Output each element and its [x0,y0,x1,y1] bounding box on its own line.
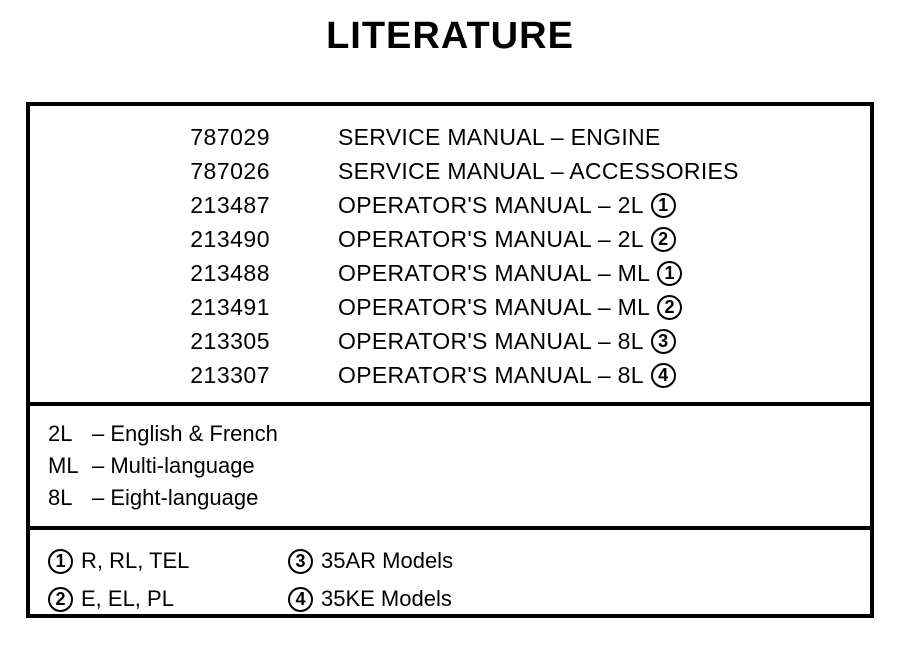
footnote-marker-icon: 2 [651,227,676,252]
language-key-section [30,402,870,526]
footnote-marker-icon: 4 [651,363,676,388]
part-description [270,226,676,253]
description-text: OPERATOR'S MANUAL – 8L [338,361,644,388]
footnote-text: 35KE Models [321,586,452,611]
description-text: OPERATOR'S MANUAL – ML [338,259,651,286]
language-description: – English & French [92,421,278,446]
footnote-marker-icon: 3 [651,329,676,354]
part-description [270,124,661,151]
list-item [48,418,870,450]
language-description: – Multi-language [92,453,255,478]
footnote-marker-icon: 1 [48,549,73,574]
table-row [30,358,870,392]
footnote-marker-icon: 3 [288,549,313,574]
part-number: 213305 [190,327,270,354]
footnotes-section [30,526,870,628]
description-text: SERVICE MANUAL – ENGINE [338,123,661,150]
part-number: 213307 [190,361,270,388]
list-item [48,542,870,580]
description-text: SERVICE MANUAL – ACCESSORIES [338,157,739,184]
description-text: OPERATOR'S MANUAL – 8L [338,327,644,354]
footnote-marker-icon: 2 [657,295,682,320]
footnote-entry [288,548,453,574]
table-row [30,188,870,222]
footnote-marker-icon: 1 [651,193,676,218]
footnote-entry [48,548,288,574]
part-description [270,328,676,355]
language-code: ML [48,453,79,478]
part-description [270,260,682,287]
table-row [30,290,870,324]
language-code: 2L [48,421,73,446]
part-description [270,192,676,219]
table-row [30,120,870,154]
page-title: LITERATURE [326,15,574,57]
part-description [270,158,739,185]
footnote-text: R, RL, TEL [81,548,190,573]
literature-table [26,102,874,618]
part-number: 787026 [190,157,270,184]
list-item [48,450,870,482]
description-text: OPERATOR'S MANUAL – 2L [338,191,644,218]
part-number: 213487 [190,191,270,218]
footnote-marker-icon: 2 [48,587,73,612]
table-row [30,324,870,358]
list-item [48,482,870,514]
footnote-text: E, EL, PL [81,586,174,611]
table-row [30,222,870,256]
description-text: OPERATOR'S MANUAL – 2L [338,225,644,252]
part-number: 787029 [190,123,270,150]
table-row [30,256,870,290]
part-description [270,362,676,389]
language-description: – Eight-language [92,485,259,510]
part-number: 213490 [190,225,270,252]
list-item [48,580,870,618]
footnote-entry [288,586,452,612]
footnote-marker-icon: 4 [288,587,313,612]
part-number: 213488 [190,259,270,286]
part-number: 213491 [190,293,270,320]
part-description [270,294,682,321]
footnote-marker-icon: 1 [657,261,682,286]
literature-list-section [30,106,870,402]
footnote-entry [48,586,288,612]
footnote-text: 35AR Models [321,548,454,573]
description-text: OPERATOR'S MANUAL – ML [338,293,651,320]
table-row [30,154,870,188]
language-code: 8L [48,485,73,510]
